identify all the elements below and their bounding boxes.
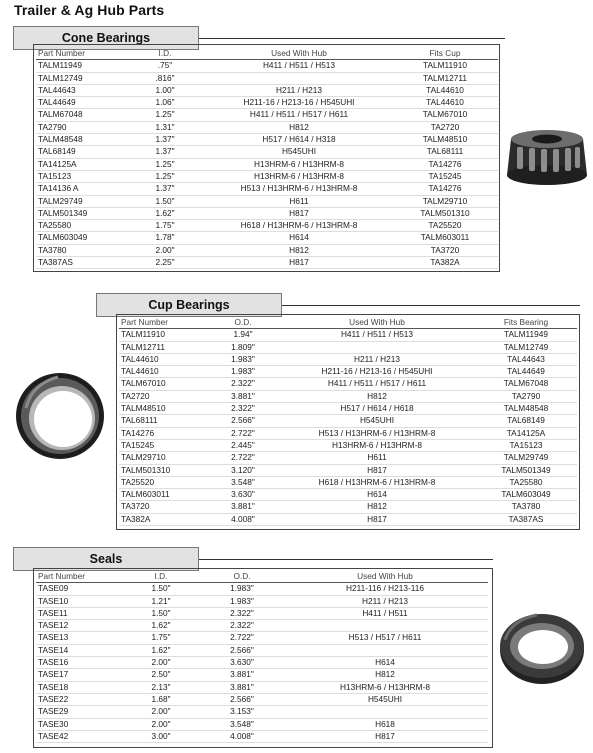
table-cell: 1.809" [207, 341, 279, 353]
table-cell: 1.94" [207, 329, 279, 341]
table-cell: TA2720 [392, 121, 498, 133]
table-row [36, 244, 498, 256]
cone-bearings-heading: Cone Bearings [13, 26, 199, 50]
table-cell: TAL44610 [119, 366, 207, 378]
table-cell: 2.13" [120, 681, 202, 693]
table-cell: 4.008" [207, 513, 279, 525]
table-cell: TASE13 [36, 632, 120, 644]
table-row [36, 706, 488, 718]
table-cell: TASE09 [36, 583, 120, 595]
table-row [119, 366, 577, 378]
table-cell: H545UHI [279, 415, 475, 427]
table-cell: 3.630" [202, 657, 282, 669]
table-row [36, 183, 498, 195]
table-cell: TA25520 [392, 220, 498, 232]
table-row [119, 476, 577, 488]
table-cell: 2.25" [124, 257, 206, 269]
column-header: Used With Hub [282, 571, 488, 583]
table-cell: H211-16 / H213-16 / H545UHI [206, 97, 392, 109]
table-row [119, 464, 577, 476]
column-header: Used With Hub [279, 317, 475, 329]
table-cell: TALM29710 [119, 452, 207, 464]
cup-bearings-table [119, 317, 577, 526]
table-cell: H517 / H614 / H618 [279, 403, 475, 415]
table-row [119, 489, 577, 501]
table-row [119, 353, 577, 365]
table-cell: H545UHI [206, 146, 392, 158]
table-cell: TALM67048 [475, 378, 577, 390]
table-cell: 1.37" [124, 183, 206, 195]
table-cell: TALM603011 [392, 232, 498, 244]
table-cell: TALM11910 [119, 329, 207, 341]
table-cell [282, 620, 488, 632]
table-cell: TALM48510 [119, 403, 207, 415]
column-header: O.D. [207, 317, 279, 329]
table-row [36, 632, 488, 644]
table-cell: TAL44649 [36, 97, 124, 109]
table-cell: TASE14 [36, 644, 120, 656]
table-cell: .75" [124, 60, 206, 72]
table-cell: TA25580 [36, 220, 124, 232]
table-cell: TAL44610 [392, 97, 498, 109]
table-cell: TA2720 [119, 390, 207, 402]
table-cell: H411 / H511 / H513 [206, 60, 392, 72]
table-cell: H614 [206, 232, 392, 244]
table-cell: 2.322" [202, 607, 282, 619]
table-header-row [36, 48, 498, 60]
table-cell: TA387AS [36, 257, 124, 269]
table-row [36, 72, 498, 84]
table-cell: 1.21" [120, 595, 202, 607]
table-row [36, 232, 498, 244]
table-header-row [36, 571, 488, 583]
table-cell: H618 [282, 718, 488, 730]
table-cell: H211 / H213 [279, 353, 475, 365]
table-cell: TAL68111 [119, 415, 207, 427]
column-header: Used With Hub [206, 48, 392, 60]
table-cell: TALM29710 [392, 195, 498, 207]
table-cell: H812 [282, 669, 488, 681]
table-cell: TALM501310 [392, 207, 498, 219]
table-cell: TALM12711 [392, 72, 498, 84]
table-cell: 1.50" [120, 607, 202, 619]
table-cell [206, 72, 392, 84]
table-cell: TALM67048 [36, 109, 124, 121]
table-cell: H411 / H511 / H517 / H611 [279, 378, 475, 390]
table-cell: H817 [282, 730, 488, 742]
column-header: Part Number [36, 48, 124, 60]
table-row [36, 681, 488, 693]
table-cell: 1.37" [124, 134, 206, 146]
table-cell: H517 / H614 / H318 [206, 134, 392, 146]
table-cell: TAL44610 [392, 84, 498, 96]
table-cell: TALM603011 [119, 489, 207, 501]
table-cell: TALM29749 [475, 452, 577, 464]
table-cell: TASE18 [36, 681, 120, 693]
table-cell: TA3780 [36, 244, 124, 256]
table-cell: 1.62" [124, 207, 206, 219]
table-cell: 2.00" [120, 657, 202, 669]
seal-photo [497, 610, 587, 686]
table-cell: TAL44643 [475, 353, 577, 365]
table-cell: 1.37" [124, 146, 206, 158]
table-row [119, 415, 577, 427]
table-cell: TA2790 [36, 121, 124, 133]
table-row [36, 84, 498, 96]
table-row [119, 403, 577, 415]
table-cell: 1.75" [120, 632, 202, 644]
table-cell: H211 / H213 [282, 595, 488, 607]
table-cell: TALM12711 [119, 341, 207, 353]
table-row [36, 607, 488, 619]
table-row [119, 390, 577, 402]
column-header: Part Number [36, 571, 120, 583]
table-cell: 1.50" [124, 195, 206, 207]
table-cell: 3.630" [207, 489, 279, 501]
table-cell: TA25520 [119, 476, 207, 488]
table-row [36, 146, 498, 158]
cup-bearings-heading: Cup Bearings [96, 293, 282, 317]
table-row [119, 439, 577, 451]
table-cell: H211-116 / H213-116 [282, 583, 488, 595]
column-header: I.D. [120, 571, 202, 583]
table-row [36, 657, 488, 669]
table-cell: TA14136 A [36, 183, 124, 195]
table-cell: H411 / H511 / H513 [279, 329, 475, 341]
table-cell: 3.00" [120, 730, 202, 742]
table-cell: TALM11949 [36, 60, 124, 72]
table-row [119, 341, 577, 353]
table-cell: 1.75" [124, 220, 206, 232]
table-row [119, 427, 577, 439]
table-cell: 1.983" [207, 353, 279, 365]
table-cell: H513 / H517 / H611 [282, 632, 488, 644]
table-cell: 3.548" [207, 476, 279, 488]
table-cell: 3.881" [207, 390, 279, 402]
table-cell: H211 / H213 [206, 84, 392, 96]
table-cell: TALM48548 [36, 134, 124, 146]
table-cell: TAL44610 [119, 353, 207, 365]
table-cell: H618 / H13HRM-6 / H13HRM-8 [206, 220, 392, 232]
table-cell: 1.25" [124, 109, 206, 121]
table-cell: 3.548" [202, 718, 282, 730]
table-cell: TALM603049 [36, 232, 124, 244]
table-row [119, 378, 577, 390]
table-cell: H817 [206, 257, 392, 269]
table-cell: 1.983" [202, 583, 282, 595]
table-cell: 1.31" [124, 121, 206, 133]
table-row [36, 97, 498, 109]
seals-heading: Seals [13, 547, 199, 571]
table-row [119, 501, 577, 513]
table-cell: H817 [279, 464, 475, 476]
table-cell: H618 / H13HRM-6 / H13HRM-8 [279, 476, 475, 488]
table-cell: TA14125A [475, 427, 577, 439]
cone-bearing-photo [503, 125, 591, 189]
table-cell: H411 / H511 / H517 / H611 [206, 109, 392, 121]
section-divider [282, 305, 580, 306]
table-row [119, 513, 577, 525]
table-cell: 3.153" [202, 706, 282, 718]
table-cell: 2.00" [120, 718, 202, 730]
table-cell [279, 341, 475, 353]
table-cell: 2.722" [207, 452, 279, 464]
table-cell: TASE42 [36, 730, 120, 742]
table-cell: H545UHI [282, 693, 488, 705]
table-cell: TALM501310 [119, 464, 207, 476]
section-divider [199, 38, 505, 39]
table-cell: 2.322" [207, 403, 279, 415]
table-cell: H13HRM-6 / H13HRM-8 [279, 439, 475, 451]
table-row [36, 121, 498, 133]
table-cell: 1.25" [124, 170, 206, 182]
table-row [119, 452, 577, 464]
cup-bearing-photo [12, 368, 108, 464]
table-cell: H13HRM-6 / H13HRM-8 [206, 170, 392, 182]
table-row [36, 257, 498, 269]
table-cell: TA25580 [475, 476, 577, 488]
table-cell: TAL68149 [475, 415, 577, 427]
table-cell: TA2790 [475, 390, 577, 402]
table-cell: 1.62" [120, 644, 202, 656]
table-row [36, 195, 498, 207]
table-cell: TASE30 [36, 718, 120, 730]
table-cell: 1.50" [120, 583, 202, 595]
table-cell: TALM11910 [392, 60, 498, 72]
table-row [36, 718, 488, 730]
table-cell: TA14276 [392, 158, 498, 170]
table-cell: TASE22 [36, 693, 120, 705]
table-cell: 2.566" [202, 693, 282, 705]
table-cell: 1.06" [124, 97, 206, 109]
table-cell: H13HRM-6 / H13HRM-8 [282, 681, 488, 693]
table-row [36, 134, 498, 146]
table-cell: 2.722" [202, 632, 282, 644]
table-row [36, 693, 488, 705]
table-cell: 2.566" [207, 415, 279, 427]
table-cell: H614 [279, 489, 475, 501]
table-cell: H817 [206, 207, 392, 219]
table-cell: TA14125A [36, 158, 124, 170]
table-cell: H611 [206, 195, 392, 207]
table-cell: TASE11 [36, 607, 120, 619]
seals-table [36, 571, 488, 743]
table-cell: H211-16 / H213-16 / H545UHI [279, 366, 475, 378]
table-cell: TALM48548 [475, 403, 577, 415]
table-cell: TALM12749 [475, 341, 577, 353]
table-cell: 1.983" [207, 366, 279, 378]
table-row [36, 170, 498, 182]
table-cell: 2.566" [202, 644, 282, 656]
table-cell: TA15123 [36, 170, 124, 182]
table-cell: 3.120" [207, 464, 279, 476]
table-cell: H513 / H13HRM-6 / H13HRM-8 [279, 427, 475, 439]
table-cell: 3.881" [202, 669, 282, 681]
table-cell [282, 644, 488, 656]
table-cell: TALM12749 [36, 72, 124, 84]
table-cell: 1.00" [124, 84, 206, 96]
table-cell: TALM67010 [119, 378, 207, 390]
table-row [36, 109, 498, 121]
table-cell: TAL44649 [475, 366, 577, 378]
table-cell: 2.445" [207, 439, 279, 451]
table-header-row [119, 317, 577, 329]
table-cell: TA387AS [475, 513, 577, 525]
table-cell: 1.78" [124, 232, 206, 244]
column-header: Fits Cup [392, 48, 498, 60]
table-cell: TALM501349 [475, 464, 577, 476]
table-cell: TA15123 [475, 439, 577, 451]
table-cell: TA3720 [119, 501, 207, 513]
table-cell: 1.983" [202, 595, 282, 607]
table-cell: H411 / H511 [282, 607, 488, 619]
table-cell: H817 [279, 513, 475, 525]
table-cell: TALM603049 [475, 489, 577, 501]
table-cell: 2.50" [120, 669, 202, 681]
table-row [36, 583, 488, 595]
table-cell: 1.62" [120, 620, 202, 632]
table-row [119, 329, 577, 341]
table-cell: 3.881" [202, 681, 282, 693]
table-cell: TALM11949 [475, 329, 577, 341]
table-cell: TA15245 [119, 439, 207, 451]
table-cell: .816" [124, 72, 206, 84]
table-cell: TALM501349 [36, 207, 124, 219]
table-cell: 2.00" [120, 706, 202, 718]
table-cell: TASE12 [36, 620, 120, 632]
table-cell: TA382A [119, 513, 207, 525]
table-cell: 4.008" [202, 730, 282, 742]
table-cell: H513 / H13HRM-6 / H13HRM-8 [206, 183, 392, 195]
table-row [36, 620, 488, 632]
table-cell: H614 [282, 657, 488, 669]
table-cell: TA14276 [119, 427, 207, 439]
table-cell: 2.322" [202, 620, 282, 632]
table-cell: H812 [279, 390, 475, 402]
table-cell: TAL68149 [36, 146, 124, 158]
table-cell: 2.00" [124, 244, 206, 256]
table-row [36, 207, 498, 219]
table-row [36, 669, 488, 681]
table-cell: TA14276 [392, 183, 498, 195]
table-row [36, 644, 488, 656]
table-cell: TA3780 [475, 501, 577, 513]
table-cell: 3.881" [207, 501, 279, 513]
table-row [36, 730, 488, 742]
column-header: O.D. [202, 571, 282, 583]
table-cell: 2.722" [207, 427, 279, 439]
table-cell: TASE17 [36, 669, 120, 681]
table-cell: TASE16 [36, 657, 120, 669]
table-cell: TA3720 [392, 244, 498, 256]
table-cell: TAL68111 [392, 146, 498, 158]
table-row [36, 158, 498, 170]
table-cell: H812 [279, 501, 475, 513]
table-row [36, 595, 488, 607]
table-cell: TALM48510 [392, 134, 498, 146]
column-header: Fits Bearing [475, 317, 577, 329]
table-cell: TA15245 [392, 170, 498, 182]
table-cell: TASE29 [36, 706, 120, 718]
table-cell: TALM67010 [392, 109, 498, 121]
section-divider [199, 559, 493, 560]
table-cell: 2.322" [207, 378, 279, 390]
column-header: Part Number [119, 317, 207, 329]
table-cell: H611 [279, 452, 475, 464]
column-header: I.D. [124, 48, 206, 60]
table-cell: H13HRM-6 / H13HRM-8 [206, 158, 392, 170]
table-cell: TAL44643 [36, 84, 124, 96]
table-cell [282, 706, 488, 718]
table-cell: TA382A [392, 257, 498, 269]
cone-bearings-table [36, 48, 498, 269]
table-row [36, 60, 498, 72]
table-cell: 1.25" [124, 158, 206, 170]
page-title: Trailer & Ag Hub Parts [14, 2, 165, 18]
table-cell: TASE10 [36, 595, 120, 607]
table-cell: H812 [206, 121, 392, 133]
table-row [36, 220, 498, 232]
table-cell: H812 [206, 244, 392, 256]
table-cell: TALM29749 [36, 195, 124, 207]
table-cell: 1.68" [120, 693, 202, 705]
